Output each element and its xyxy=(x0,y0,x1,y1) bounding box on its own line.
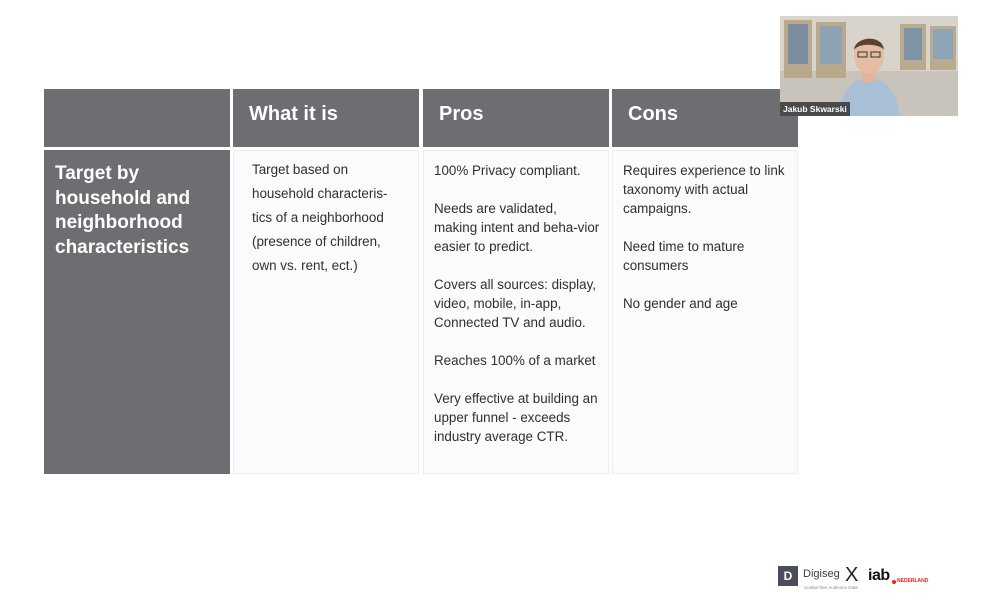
header-pros: Pros xyxy=(423,89,609,147)
webcam-video-feed xyxy=(780,16,958,116)
header-cons: Cons xyxy=(612,89,798,147)
iab-nederland-text: NEDERLAND xyxy=(897,578,929,584)
pros-item: Very effective at building an upper funnel - exceeds industry average CTR. xyxy=(434,391,598,444)
what-line: (presence of children, xyxy=(252,234,381,249)
row-title-line: characteristics xyxy=(55,236,190,258)
cons-item: No gender and age xyxy=(623,296,738,311)
row-title-line: neighborhood xyxy=(55,212,183,233)
cons-item: Requires experience to link taxonomy with actual campaigns. xyxy=(623,163,785,216)
what-line: Target based on xyxy=(252,162,349,177)
row-title-line: household and xyxy=(55,187,191,209)
pros-item: Needs are validated, making intent and beha-vior easier to predict. xyxy=(434,201,600,254)
footer-logos xyxy=(778,565,978,595)
what-line: own vs. rent, ect.) xyxy=(252,258,358,273)
cons-cell xyxy=(612,150,798,474)
row-title-line: Target by xyxy=(55,163,140,184)
pros-item: Covers all sources: display, video, mobile, in-app, Connected TV and audio. xyxy=(434,277,596,330)
digiseg-tagline: Cookie-free Audience Data xyxy=(804,585,858,590)
iab-dot-icon xyxy=(892,580,896,584)
collaboration-x: X xyxy=(845,564,859,586)
iab-logo-text: iab xyxy=(868,567,890,584)
what-line: tics of a neighborhood xyxy=(252,210,384,225)
digiseg-logo-text: Digiseg xyxy=(803,568,840,580)
header-empty-cell xyxy=(44,89,230,147)
pros-item: Reaches 100% of a market xyxy=(434,353,596,368)
pros-item: 100% Privacy compliant. xyxy=(434,163,581,178)
what-line: household characteris- xyxy=(252,186,388,201)
webcam-thumbnail[interactable] xyxy=(780,16,958,116)
cons-item: Need time to mature consumers xyxy=(623,239,745,273)
row-title xyxy=(44,150,230,474)
header-what-it-is: What it is xyxy=(233,89,419,147)
what-it-is-cell xyxy=(233,150,419,474)
webcam-participant-name: Jakub Skwarski xyxy=(780,102,850,116)
pros-cell xyxy=(423,150,609,474)
digiseg-logo-icon: D xyxy=(778,566,798,586)
